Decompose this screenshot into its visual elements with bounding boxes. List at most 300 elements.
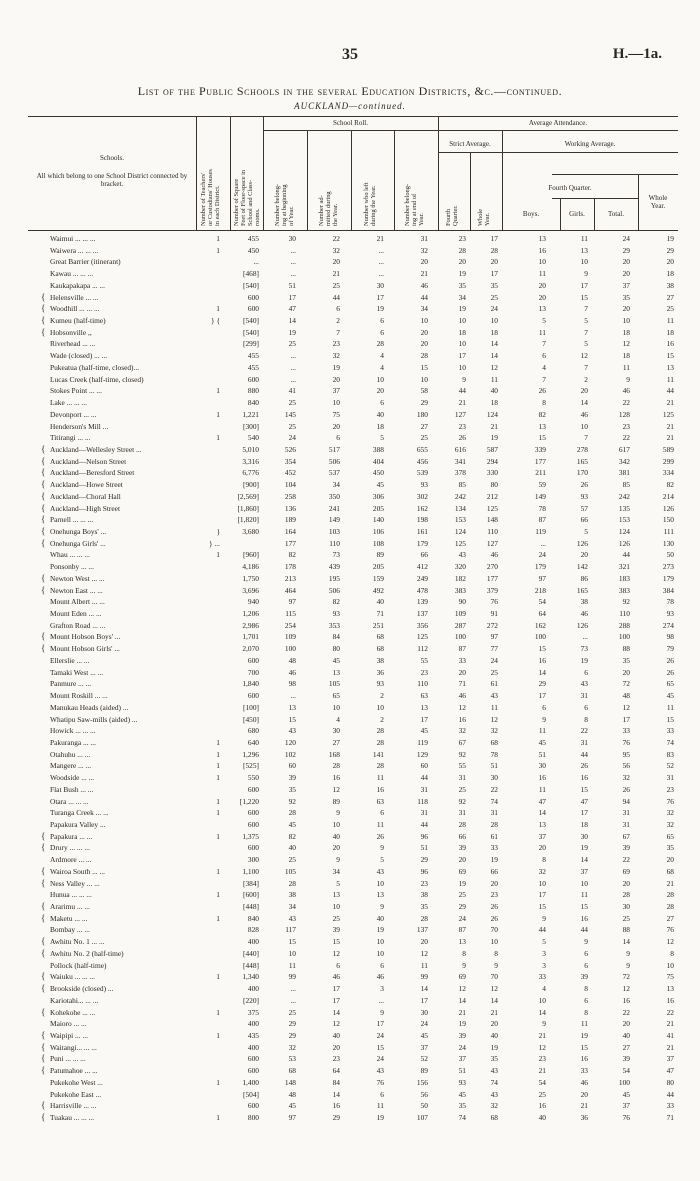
teachers-houses-cell: 1 <box>216 796 220 806</box>
roll-left-cell: 40 <box>376 409 384 419</box>
total-cell: 39 <box>622 843 630 853</box>
boys-cell: 40 <box>538 1113 546 1122</box>
strict-whole-cell: 212 <box>486 491 498 501</box>
school-roll-header: School Roll. <box>332 119 368 127</box>
district-bracket: { <box>41 983 46 994</box>
roll-admitted-cell: 64 <box>332 1066 340 1076</box>
total-cell: 183 <box>618 573 630 583</box>
strict-whole-cell: 35 <box>490 1054 498 1064</box>
floor-space-cell: 400 <box>247 1042 259 1052</box>
roll-left-cell: 9 <box>380 843 384 853</box>
boys-cell: 13 <box>538 421 546 431</box>
teachers-houses-cell: 1 <box>216 913 220 923</box>
roll-beginning-header: Number belong- ing at beginning of Year. <box>274 183 295 226</box>
roll-left-cell: 21 <box>376 234 384 243</box>
roll-end-cell: 118 <box>417 796 428 806</box>
boys-cell: 25 <box>538 1089 546 1099</box>
floor-space-cell: [448] <box>242 902 259 912</box>
roll-admitted-cell: 20 <box>332 421 340 431</box>
table-row <box>28 422 678 431</box>
boys-cell: 37 <box>538 831 546 841</box>
roll-left-cell: 388 <box>372 444 384 454</box>
roll-end-cell: 30 <box>420 1007 428 1017</box>
floor-space-cell: 1,221 <box>242 409 259 419</box>
strict-fourth-cell: 13 <box>458 937 466 947</box>
total-cell: 69 <box>622 866 630 876</box>
whole-year-cell: 76 <box>666 796 674 806</box>
whole-year-cell: 18 <box>666 327 674 337</box>
roll-admitted-cell: 46 <box>332 972 340 982</box>
boys-cell: 179 <box>534 562 546 572</box>
girls-cell: 20 <box>580 550 588 560</box>
whole-year-cell: 15 <box>666 351 674 361</box>
school-name-cell: Kohekohe ... ... <box>50 1007 96 1017</box>
whole-year-cell: 41 <box>666 1030 674 1040</box>
roll-beginning-cell: 213 <box>284 573 296 583</box>
strict-fourth-cell: 25 <box>458 890 466 900</box>
strict-whole-cell: 272 <box>486 620 498 630</box>
roll-beginning-cell: 38 <box>288 890 296 900</box>
strict-whole-cell: 20 <box>490 878 498 888</box>
strict-whole-cell: 43 <box>490 1089 498 1099</box>
strict-whole-cell: 28 <box>490 245 498 255</box>
roll-left-cell: 5 <box>380 855 384 865</box>
strict-whole-cell: 124 <box>486 409 498 419</box>
roll-end-cell: 50 <box>420 1101 428 1111</box>
girls-cell: 6 <box>584 948 588 958</box>
total-cell: 31 <box>622 820 630 829</box>
roll-end-cell: 112 <box>417 644 428 654</box>
school-name-cell: Manukau Heads (aided) ... <box>50 702 129 712</box>
roll-admitted-cell: 15 <box>332 937 340 947</box>
floor-space-cell: [900] <box>242 480 259 490</box>
roll-end-cell: 31 <box>420 808 428 818</box>
strict-fourth-cell: 69 <box>458 866 466 876</box>
roll-beginning-cell: 189 <box>284 515 296 525</box>
total-cell: 617 <box>618 444 630 454</box>
total-cell: 9 <box>626 948 630 958</box>
table-row <box>28 679 678 688</box>
floor-space-cell: 600 <box>247 1054 259 1064</box>
roll-admitted-cell: 7 <box>336 327 340 337</box>
strict-whole-cell: 110 <box>487 527 498 536</box>
table-row <box>28 984 678 993</box>
roll-left-cell: 46 <box>376 972 384 982</box>
boys-cell: 20 <box>538 843 546 853</box>
strict-whole-cell: 76 <box>490 597 498 607</box>
district-bracket: { <box>41 912 46 923</box>
floor-space-cell: 2,986 <box>242 620 259 630</box>
girls-cell: 36 <box>580 1113 588 1122</box>
strict-whole-cell: 294 <box>486 456 498 466</box>
roll-beginning-cell: 25 <box>288 855 296 865</box>
floor-space-cell: 840 <box>247 398 259 408</box>
roll-admitted-cell: 5 <box>336 878 340 888</box>
table-row <box>28 457 678 466</box>
total-cell: 39 <box>622 1054 630 1064</box>
roll-beginning-cell: 92 <box>288 796 296 806</box>
roll-end-cell: 17 <box>420 714 428 724</box>
total-cell: 76 <box>622 737 630 747</box>
table-row <box>28 550 678 559</box>
girls-cell: 7 <box>584 327 588 337</box>
roll-end-cell: 125 <box>416 632 428 642</box>
boys-cell: ... <box>540 538 546 548</box>
school-name-cell: Hobsonville ,, <box>50 327 92 337</box>
roll-left-cell: 76 <box>376 1077 384 1087</box>
roll-left-cell: 18 <box>376 421 384 431</box>
whole-year-cell: 29 <box>666 245 674 255</box>
teachers-houses-cell: 1 <box>216 550 220 560</box>
whole-year-cell: 65 <box>666 679 674 689</box>
school-name-cell: Ararimu ... ... <box>50 902 90 912</box>
school-name-cell: Panmure ... ... <box>50 679 92 689</box>
boys-cell: 339 <box>534 444 546 454</box>
whole-year-cell: 334 <box>662 468 674 478</box>
page-reference: H.—1a. <box>612 46 662 62</box>
roll-left-cell: 24 <box>376 1030 384 1040</box>
teachers-houses-cell: 1 <box>216 831 220 841</box>
strict-whole-year-header: Whole Year. <box>477 208 491 226</box>
table-row <box>28 820 678 829</box>
roll-end-cell: 38 <box>420 890 428 900</box>
boys-cell: 218 <box>534 585 546 595</box>
total-cell: 48 <box>622 691 630 701</box>
roll-admitted-cell: 13 <box>332 890 340 900</box>
roll-end-cell: 179 <box>416 538 428 548</box>
roll-beginning-cell: 19 <box>288 327 296 337</box>
roll-admitted-cell: 39 <box>332 925 340 935</box>
whole-year-cell: 20 <box>666 257 674 267</box>
strict-fourth-cell: 31 <box>458 773 466 783</box>
roll-end-cell: 28 <box>420 351 428 361</box>
girls-cell: 14 <box>580 855 588 865</box>
roll-beginning-cell: 34 <box>288 902 296 912</box>
girls-cell: ... <box>582 632 588 642</box>
strict-whole-cell: 70 <box>490 925 498 935</box>
roll-beginning-cell: ... <box>290 257 296 267</box>
boys-cell: 4 <box>542 984 546 994</box>
strict-fourth-cell: 74 <box>458 1113 466 1122</box>
total-cell: 44 <box>622 550 630 560</box>
strict-fourth-cell: 182 <box>454 573 466 583</box>
total-cell: 14 <box>622 937 630 947</box>
total-cell: 35 <box>622 655 630 665</box>
roll-end-cell: 96 <box>420 831 428 841</box>
strict-whole-cell: 18 <box>490 398 498 408</box>
roll-left-cell: 43 <box>376 866 384 876</box>
roll-end-cell: 15 <box>420 362 428 372</box>
table-row <box>28 328 678 337</box>
roll-left-cell: 71 <box>376 609 384 619</box>
whole-year-cell: 82 <box>666 480 674 490</box>
total-cell: 22 <box>622 398 630 408</box>
whole-year-cell: 76 <box>666 925 674 935</box>
table-row <box>28 914 678 923</box>
floor-space-cell: 400 <box>247 1019 259 1029</box>
total-cell: 56 <box>622 761 630 771</box>
roll-beginning-cell: 47 <box>288 304 296 314</box>
teachers-houses-header: Number of Teachers' or Custodians' Houses in each District. <box>200 169 221 226</box>
roll-admitted-cell: 20 <box>332 257 340 267</box>
strict-whole-cell: 68 <box>490 1113 498 1122</box>
boys-cell: 7 <box>542 339 546 349</box>
strict-fourth-cell: 26 <box>458 433 466 443</box>
floor-space-cell: [299] <box>242 339 259 349</box>
teachers-houses-cell: 1 <box>216 1030 220 1040</box>
strict-whole-cell: 74 <box>490 1077 498 1087</box>
school-name-cell: Bombay ... ... <box>50 925 90 935</box>
roll-admitted-cell: 110 <box>329 538 340 548</box>
table-row <box>28 234 678 243</box>
roll-left-cell: 159 <box>372 573 384 583</box>
girls-cell: 6 <box>584 667 588 677</box>
floor-space-cell: [1,860] <box>237 503 259 513</box>
strict-fourth-cell: 25 <box>458 784 466 794</box>
roll-end-cell: 20 <box>420 339 428 349</box>
school-name-cell: Whau ... ... ... <box>50 550 90 560</box>
roll-left-cell: 6 <box>380 960 384 970</box>
table-row <box>28 339 678 348</box>
floor-space-cell: 455 <box>247 362 259 372</box>
whole-year-cell: 130 <box>662 538 674 548</box>
district-bracket: { <box>41 865 46 876</box>
whole-year-cell: 32 <box>666 808 674 818</box>
total-cell: 18 <box>622 327 630 337</box>
strict-whole-cell: 40 <box>490 386 498 396</box>
roll-beginning-cell: ... <box>290 691 296 701</box>
boys-cell: 45 <box>538 737 546 747</box>
strict-fourth-cell: 29 <box>458 902 466 912</box>
roll-end-cell: 12 <box>420 948 428 958</box>
table-row <box>28 316 678 325</box>
boys-cell: 17 <box>538 890 546 900</box>
whole-year-cell: 33 <box>666 726 674 736</box>
strict-whole-cell: 91 <box>490 609 498 619</box>
table-row <box>28 621 678 630</box>
girls-cell: 7 <box>584 362 588 372</box>
whole-year-cell: 25 <box>666 304 674 314</box>
strict-fourth-cell: 31 <box>458 808 466 818</box>
total-cell: 12 <box>622 339 630 349</box>
girls-cell: 86 <box>580 573 588 583</box>
table-row <box>28 656 678 665</box>
roll-admitted-cell: 506 <box>328 456 340 466</box>
school-name-cell: Hunua ... ... ... <box>50 890 92 900</box>
strict-whole-cell: 19 <box>490 433 498 443</box>
district-bracket: { <box>41 572 46 583</box>
roll-admitted-cell: 17 <box>332 995 340 1005</box>
whole-year-cell: 23 <box>666 784 674 794</box>
girls-cell: 44 <box>580 925 588 935</box>
boys-cell: 211 <box>535 468 546 478</box>
whole-year-cell: 16 <box>666 339 674 349</box>
strict-whole-cell: 19 <box>490 1042 498 1052</box>
teachers-houses-cell: 1 <box>216 433 220 443</box>
whole-year-cell: 26 <box>666 655 674 665</box>
boys-cell: 29 <box>538 679 546 689</box>
district-bracket: { <box>41 901 46 912</box>
district-bracket: { <box>41 643 46 654</box>
boys-cell: 177 <box>534 456 546 466</box>
district-bracket: { <box>41 514 46 525</box>
whole-year-cell: 8 <box>670 948 674 958</box>
whole-year-cell: 19 <box>666 234 674 243</box>
roll-left-cell: 10 <box>376 937 384 947</box>
roll-left-cell: 450 <box>372 468 384 478</box>
teachers-houses-cell: 1 <box>216 1007 220 1017</box>
roll-admitted-cell: 241 <box>328 503 340 513</box>
strict-fourth-cell: 341 <box>454 456 466 466</box>
roll-beginning-cell: 97 <box>288 1113 296 1122</box>
strict-whole-cell: 125 <box>486 503 498 513</box>
strict-whole-cell: 17 <box>490 269 498 279</box>
teachers-houses-cell: 1 <box>216 304 220 314</box>
girls-cell: 38 <box>580 597 588 607</box>
school-name-cell: Pakuranga ... ... <box>50 737 96 747</box>
strict-fourth-cell: 21 <box>458 398 466 408</box>
strict-fourth-cell: 93 <box>458 1077 466 1087</box>
roll-admitted-cell: 16 <box>332 1101 340 1111</box>
strict-fourth-cell: 39 <box>458 843 466 853</box>
roll-admitted-cell: 439 <box>328 562 340 572</box>
roll-end-cell: 37 <box>420 1042 428 1052</box>
table-row <box>28 574 678 583</box>
roll-admitted-cell: 37 <box>332 386 340 396</box>
roll-end-cell: 137 <box>416 609 428 619</box>
roll-beginning-cell: 14 <box>288 316 296 326</box>
boys-cell: 5 <box>542 937 546 947</box>
strict-whole-cell: 270 <box>486 562 498 572</box>
floor-space-cell: 540 <box>247 433 259 443</box>
roll-end-cell: 52 <box>420 1054 428 1064</box>
roll-beginning-cell: 32 <box>288 1042 296 1052</box>
roll-end-cell: 44 <box>420 292 428 302</box>
school-name-cell: Grafton Road ... ... <box>50 620 106 630</box>
roll-left-cell: 19 <box>376 304 384 314</box>
roll-beginning-cell: 53 <box>288 1054 296 1064</box>
total-cell: 72 <box>622 679 630 689</box>
total-cell: 110 <box>619 609 630 619</box>
total-cell: 128 <box>618 409 630 419</box>
school-name-cell: Awhitu No. 1 ... ... <box>50 937 105 947</box>
girls-cell: 126 <box>576 620 588 630</box>
roll-admitted-cell: 14 <box>332 1007 340 1017</box>
district-heading: AUCKLAND—continued. <box>294 101 406 111</box>
district-bracket: { <box>41 490 46 501</box>
teachers-houses-cell: 1 <box>216 890 220 900</box>
strict-fourth-cell: 92 <box>458 796 466 806</box>
whole-year-cell: 214 <box>662 491 674 501</box>
girls-cell: 165 <box>576 456 588 466</box>
school-name-cell: Kumeu (half-time) <box>50 316 106 326</box>
whole-year-cell: 18 <box>666 269 674 279</box>
floor-space-cell: 1,400 <box>242 1077 259 1087</box>
total-cell: 10 <box>622 316 630 326</box>
school-name-cell: Mount Roskill ... ... <box>50 691 108 701</box>
table-row <box>28 539 678 548</box>
total-cell: 321 <box>618 562 630 572</box>
strict-fourth-cell: 19 <box>458 1019 466 1029</box>
district-bracket: { <box>41 1029 46 1040</box>
floor-space-cell: 600 <box>247 784 259 794</box>
roll-admitted-cell: 23 <box>332 339 340 349</box>
roll-end-cell: 17 <box>420 995 428 1005</box>
strict-fourth-cell: 23 <box>458 234 466 243</box>
school-name-cell: Auckland—Wellesley Street ... <box>50 444 142 454</box>
boys-cell: 16 <box>538 245 546 255</box>
floor-space-cell: [540] <box>242 316 259 326</box>
strict-fourth-cell: 616 <box>454 444 466 454</box>
boys-cell: 6 <box>542 702 546 712</box>
strict-whole-cell: 8 <box>494 948 498 958</box>
roll-end-cell: 99 <box>420 972 428 982</box>
strict-fourth-cell: 90 <box>458 597 466 607</box>
school-name-cell: Maioro ... ... <box>50 1019 87 1029</box>
roll-beginning-cell: 104 <box>284 480 296 490</box>
total-cell: 88 <box>622 925 630 935</box>
roll-beginning-cell: 258 <box>284 491 296 501</box>
floor-space-cell: 700 <box>247 667 259 677</box>
roll-end-cell: 456 <box>416 456 428 466</box>
roll-admitted-cell: 17 <box>332 984 340 994</box>
table-row <box>28 433 678 442</box>
roll-end-cell: 44 <box>420 820 428 829</box>
roll-end-cell: 63 <box>420 691 428 701</box>
school-name-cell: Devonport ... ... <box>50 409 97 419</box>
whole-year-cell: 75 <box>666 972 674 982</box>
girls-cell: 22 <box>580 726 588 736</box>
district-bracket: { <box>41 479 46 490</box>
girls-cell: 26 <box>580 761 588 771</box>
roll-beginning-cell: 15 <box>288 937 296 947</box>
whole-year-cell: 11 <box>666 374 674 384</box>
girls-cell: 165 <box>576 585 588 595</box>
total-cell: 11 <box>622 362 630 372</box>
district-bracket: { <box>41 526 46 536</box>
strict-fourth-cell: 24 <box>458 1042 466 1052</box>
total-cell: 20 <box>622 1019 630 1029</box>
roll-beginning-cell: ... <box>290 269 296 279</box>
boys-cell: 15 <box>538 902 546 912</box>
total-cell: 20 <box>622 304 630 314</box>
roll-admitted-cell: 12 <box>332 948 340 958</box>
girls-cell: 9 <box>584 269 588 279</box>
girls-cell: 19 <box>580 655 588 665</box>
girls-cell: 30 <box>580 831 588 841</box>
boys-cell: 54 <box>538 1077 546 1087</box>
table-row <box>28 703 678 712</box>
roll-admitted-cell: 12 <box>332 1019 340 1029</box>
roll-beginning-cell: 82 <box>288 550 296 560</box>
floor-space-cell: 435 <box>247 1030 259 1040</box>
district-bracket: { <box>41 936 46 947</box>
strict-fourth-cell: 19 <box>458 269 466 279</box>
girls-cell: 2 <box>584 374 588 384</box>
strict-whole-cell: 20 <box>490 1019 498 1029</box>
roll-end-cell: 23 <box>420 667 428 677</box>
girls-cell: 33 <box>580 1066 588 1076</box>
floor-space-cell: 4,186 <box>242 562 259 572</box>
school-name-cell: Papakura Valley ... <box>50 820 106 829</box>
roll-end-cell: 55 <box>420 655 428 665</box>
whole-year-cell: 28 <box>666 902 674 912</box>
roll-end-cell: 34 <box>420 304 428 314</box>
strict-whole-cell: 587 <box>486 444 498 454</box>
roll-left-cell: 24 <box>376 1054 384 1064</box>
boys-cell: 12 <box>538 1042 546 1052</box>
school-name-cell: Henderson's Mill ... <box>50 421 109 431</box>
